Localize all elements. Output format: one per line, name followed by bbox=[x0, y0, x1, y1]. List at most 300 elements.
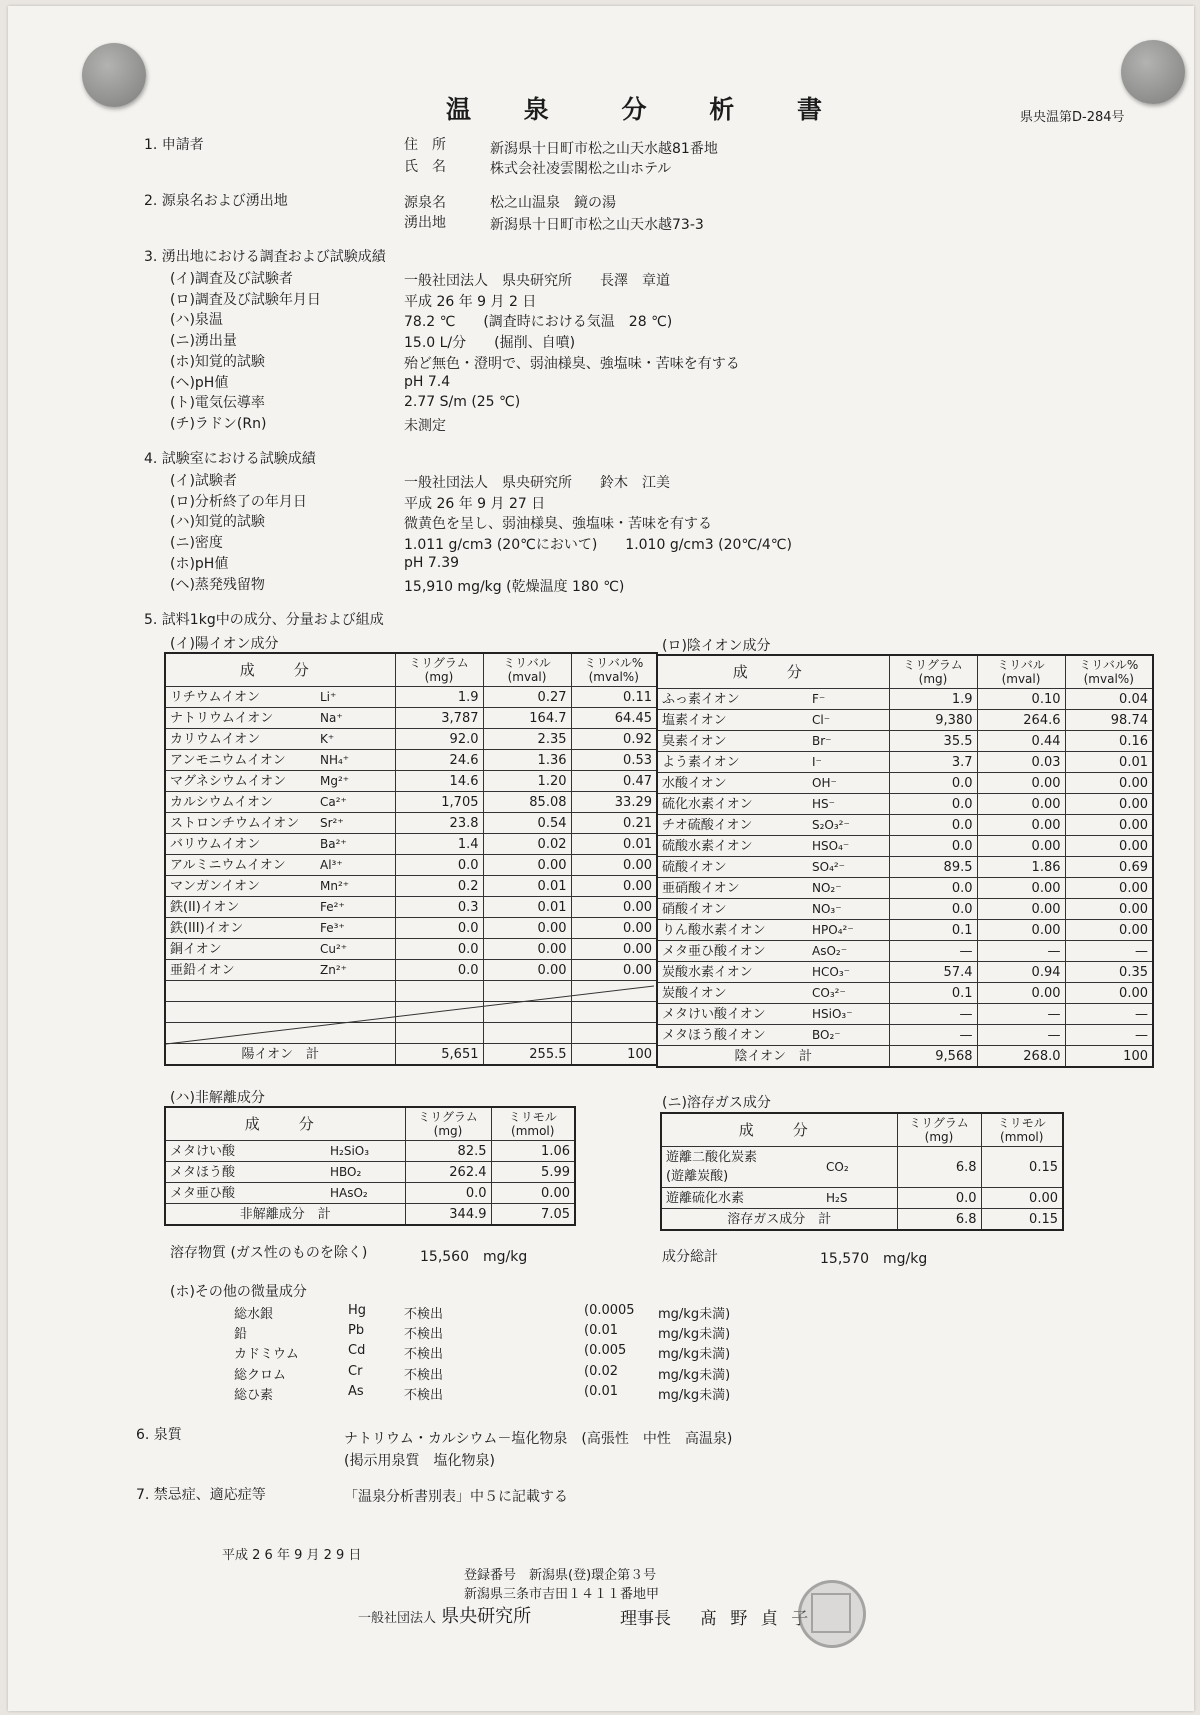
lab-address: 新潟県三条市吉田１４１１番地甲 bbox=[464, 1587, 660, 1602]
col-mmol-unit: (mmol) bbox=[511, 1124, 555, 1138]
trace-limit: (0.0005 bbox=[584, 1303, 635, 1318]
ion-mval-cell: 0.00 bbox=[977, 899, 1065, 920]
trace-name: カドミウム bbox=[234, 1347, 299, 1363]
ion-mval-cell: 0.02 bbox=[483, 834, 571, 855]
ion-name-cell bbox=[657, 878, 889, 899]
ion-mg-cell: 1.9 bbox=[395, 687, 483, 708]
trace-name: 総クロム bbox=[234, 1367, 287, 1383]
document-sheet bbox=[8, 6, 1194, 1711]
table-row bbox=[657, 962, 1153, 983]
component-symbol: CO₂ bbox=[826, 1159, 849, 1174]
component-name-wrap bbox=[666, 1189, 826, 1208]
location-value: 新潟県十日町市松之山天水越73-3 bbox=[490, 217, 704, 233]
ion-name-cell bbox=[165, 708, 395, 729]
ion-pct-cell: 0.00 bbox=[571, 897, 657, 918]
ion-pct-cell: 0.00 bbox=[1065, 920, 1153, 941]
col-mmol-header bbox=[491, 1107, 575, 1141]
trace-limit: (0.02 bbox=[584, 1363, 619, 1379]
ion-name: カリウムイオン bbox=[170, 731, 261, 747]
total-value: 15,570 mg/kg bbox=[820, 1251, 928, 1267]
table-row bbox=[657, 794, 1153, 815]
ion-mg-cell: 0.0 bbox=[889, 815, 977, 836]
ion-symbol: BO₂⁻ bbox=[812, 1027, 841, 1042]
col-pct-header bbox=[1065, 655, 1153, 689]
ion-name-cell bbox=[657, 773, 889, 794]
col-mval-unit: (mval) bbox=[1001, 672, 1041, 686]
col-mg-header bbox=[889, 655, 977, 689]
s4-row-label: (ヘ)蒸発残留物 bbox=[170, 576, 265, 593]
col-mval-label: ミリバル bbox=[503, 656, 551, 670]
ion-name-cell bbox=[165, 729, 395, 750]
ion-symbol: HSO₄⁻ bbox=[812, 838, 850, 853]
spring-quality: ナトリウム・カルシウム－塩化物泉 (高張性 中性 高温泉) bbox=[344, 1431, 733, 1447]
ion-mg-cell: — bbox=[889, 1004, 977, 1025]
table-row bbox=[165, 876, 657, 897]
s4-row-label: (ハ)知覚的試験 bbox=[170, 514, 265, 531]
ion-name-cell bbox=[657, 941, 889, 962]
ion-mg-cell: 0.0 bbox=[889, 878, 977, 899]
trace-result: 不検出 bbox=[404, 1327, 444, 1343]
ion-name: 炭酸イオン bbox=[662, 985, 727, 1001]
ion-pct-cell: — bbox=[1065, 1004, 1153, 1025]
ion-mval-cell: 0.27 bbox=[483, 687, 571, 708]
address-label: 住 所 bbox=[404, 137, 446, 153]
ion-name: ふっ素イオン bbox=[662, 691, 740, 707]
ion-pct-cell: 0.16 bbox=[1065, 731, 1153, 752]
section3-heading: 3. 湧出地における調査および試験成績 bbox=[144, 249, 386, 265]
ion-symbol: NH₄⁺ bbox=[320, 752, 350, 767]
ion-pct-cell: 0.21 bbox=[571, 813, 657, 834]
table-row bbox=[657, 857, 1153, 878]
ion-pct-cell: 0.69 bbox=[1065, 857, 1153, 878]
s3-row-label: (ヘ)pH値 bbox=[170, 374, 229, 391]
title-char: 分 bbox=[621, 95, 649, 124]
ion-mg-cell: 92.0 bbox=[395, 729, 483, 750]
s4-row-label: (ホ)pH値 bbox=[170, 555, 229, 572]
ion-pct-cell: 0.00 bbox=[1065, 899, 1153, 920]
component-name-wrap bbox=[666, 1148, 826, 1186]
section1-heading: 1. 申請者 bbox=[144, 137, 204, 153]
ion-mval-cell: 0.44 bbox=[977, 731, 1065, 752]
col-mg-header bbox=[897, 1113, 981, 1147]
ion-mg-cell: 1.9 bbox=[889, 689, 977, 710]
ion-pct-cell: 64.45 bbox=[571, 708, 657, 729]
ion-name-cell bbox=[657, 710, 889, 731]
ion-mval-cell: 0.00 bbox=[977, 920, 1065, 941]
s4-row-value: 15,910 mg/kg (乾燥温度 180 ℃) bbox=[404, 578, 625, 595]
ion-pct-cell: 0.04 bbox=[1065, 689, 1153, 710]
ion-name-cell bbox=[165, 834, 395, 855]
ion-mval-cell: 0.00 bbox=[483, 918, 571, 939]
table-row bbox=[657, 752, 1153, 773]
ion-pct-cell: 0.00 bbox=[571, 855, 657, 876]
ion-mval-cell: 0.00 bbox=[977, 983, 1065, 1004]
cation-empty-diagonal bbox=[164, 984, 656, 1046]
anion-total-mval: 268.0 bbox=[977, 1046, 1065, 1068]
table-row bbox=[165, 897, 657, 918]
col-mg-unit: (mg) bbox=[433, 1124, 463, 1138]
table-row bbox=[165, 1162, 575, 1183]
nonion-total-mg: 344.9 bbox=[405, 1204, 491, 1226]
ion-symbol: I⁻ bbox=[812, 754, 822, 769]
ion-symbol: Cu²⁺ bbox=[320, 941, 348, 956]
s4-row-value: 一般社団法人 県央研究所 鈴木 江美 bbox=[404, 475, 670, 491]
ion-name: 硫酸水素イオン bbox=[662, 838, 753, 854]
component-name: 遊離硫化水素 bbox=[666, 1190, 745, 1206]
ion-mg-cell: 0.1 bbox=[889, 983, 977, 1004]
ion-name-cell bbox=[657, 1025, 889, 1046]
ion-mval-cell: 0.01 bbox=[483, 897, 571, 918]
col-pct-label: ミリバル% bbox=[584, 656, 644, 670]
nonion-total-mmol: 7.05 bbox=[491, 1204, 575, 1226]
col-name-header: 成 分 bbox=[661, 1113, 897, 1147]
component-symbol: H₂S bbox=[826, 1190, 848, 1205]
table-row bbox=[165, 687, 657, 708]
name-value: 株式会社凌雲閣松之山ホテル bbox=[490, 161, 672, 177]
registration-number: 登録番号 新潟県(登)環企第３号 bbox=[464, 1568, 657, 1583]
name-label: 氏 名 bbox=[404, 159, 446, 175]
ion-mval-cell: 1.20 bbox=[483, 771, 571, 792]
col-mval-header bbox=[977, 655, 1065, 689]
cation-total-pct: 100 bbox=[571, 1044, 657, 1066]
ion-mg-cell: 24.6 bbox=[395, 750, 483, 771]
ion-symbol: Br⁻ bbox=[812, 733, 832, 748]
nonion-total-label: 非解離成分 計 bbox=[165, 1204, 405, 1226]
ion-mval-cell: — bbox=[977, 941, 1065, 962]
table-row bbox=[657, 920, 1153, 941]
trace-sym: Hg bbox=[348, 1303, 367, 1318]
component-name: メタ亜ひ酸 bbox=[170, 1185, 236, 1201]
ion-name: 硝酸イオン bbox=[662, 901, 727, 917]
dissolved-label: 溶存物質 (ガス性のものを除く) bbox=[170, 1245, 368, 1261]
ion-name-cell bbox=[657, 836, 889, 857]
component-name: メタほう酸 bbox=[170, 1164, 236, 1180]
ion-name: ナトリウムイオン bbox=[170, 710, 274, 726]
ion-mval-cell: 0.94 bbox=[977, 962, 1065, 983]
ion-name-cell bbox=[165, 813, 395, 834]
ion-mval-cell: 0.00 bbox=[977, 878, 1065, 899]
ion-name: マンガンイオン bbox=[170, 878, 260, 894]
component-symbol: H₂SiO₃ bbox=[330, 1143, 370, 1158]
ion-symbol: F⁻ bbox=[812, 691, 826, 706]
trace-name: 鉛 bbox=[234, 1327, 248, 1343]
table-row bbox=[657, 773, 1153, 794]
ion-name: アンモニウムイオン bbox=[170, 752, 286, 768]
anion-total-row bbox=[657, 1046, 1153, 1068]
title-char: 書 bbox=[796, 95, 824, 124]
s4-row-label: (ロ)分析終了の年月日 bbox=[170, 493, 307, 510]
s3-row-value: 殆ど無色・澄明で、弱油様臭、強塩味・苦味を有する bbox=[404, 355, 740, 372]
ion-mval-cell: 0.10 bbox=[977, 689, 1065, 710]
ion-pct-cell: 0.00 bbox=[1065, 815, 1153, 836]
ion-pct-cell: 33.29 bbox=[571, 792, 657, 813]
magnet-left-icon bbox=[82, 43, 146, 107]
ion-name: アルミニウムイオン bbox=[170, 857, 286, 873]
table-row bbox=[165, 1141, 575, 1162]
ion-symbol: Mg²⁺ bbox=[320, 773, 350, 788]
cation-caption: (イ)陽イオン成分 bbox=[170, 636, 279, 652]
table-row bbox=[657, 941, 1153, 962]
ion-name-cell bbox=[657, 899, 889, 920]
ion-mval-cell: 0.00 bbox=[483, 855, 571, 876]
total-label: 成分総計 bbox=[662, 1249, 718, 1265]
issue-date: 平成 2 6 年 9 月 2 9 日 bbox=[222, 1548, 362, 1563]
component-mg-cell: 262.4 bbox=[405, 1162, 491, 1183]
ion-pct-cell: 0.00 bbox=[1065, 794, 1153, 815]
ion-name: 鉄(III)イオン bbox=[170, 920, 244, 936]
s3-row-value: 2.77 S/m (25 ℃) bbox=[404, 394, 521, 411]
ion-mval-cell: — bbox=[977, 1025, 1065, 1046]
ion-name: 亜鉛イオン bbox=[170, 962, 235, 978]
indications-value: 「温泉分析書別表」中５に記載する bbox=[344, 1489, 568, 1505]
section6-heading: 6. 泉質 bbox=[136, 1427, 182, 1443]
s3-row-label: (ニ)湧出量 bbox=[170, 333, 237, 350]
official-seal-icon bbox=[798, 1580, 866, 1648]
ion-symbol: Fe²⁺ bbox=[320, 899, 345, 914]
ion-name: メタ亜ひ酸イオン bbox=[662, 943, 766, 959]
table-row bbox=[165, 834, 657, 855]
ion-name-cell bbox=[165, 792, 395, 813]
ion-name: 臭素イオン bbox=[662, 733, 727, 749]
col-pct-label: ミリバル% bbox=[1079, 658, 1139, 672]
ion-mg-cell: 35.5 bbox=[889, 731, 977, 752]
ion-symbol: AsO₂⁻ bbox=[812, 943, 848, 958]
table-row bbox=[165, 918, 657, 939]
ion-mval-cell: 1.36 bbox=[483, 750, 571, 771]
ion-pct-cell: 0.00 bbox=[1065, 836, 1153, 857]
ion-mg-cell: 0.0 bbox=[889, 899, 977, 920]
ion-pct-cell: 0.53 bbox=[571, 750, 657, 771]
ion-mval-cell: 85.08 bbox=[483, 792, 571, 813]
ion-name-cell bbox=[657, 962, 889, 983]
section4-heading: 4. 試験室における試験成績 bbox=[144, 451, 316, 467]
trace-result: 不検出 bbox=[404, 1307, 444, 1322]
component-name-cell bbox=[165, 1141, 405, 1162]
ion-name: 炭酸水素イオン bbox=[662, 964, 753, 980]
ion-mval-cell: 0.00 bbox=[977, 794, 1065, 815]
gas-header-row bbox=[661, 1113, 1063, 1147]
anion-caption: (ロ)陰イオン成分 bbox=[662, 638, 771, 654]
ion-pct-cell: 0.11 bbox=[571, 687, 657, 708]
gas-total-row bbox=[661, 1209, 1063, 1231]
ion-mval-cell: 0.03 bbox=[977, 752, 1065, 773]
trace-result: 不検出 bbox=[404, 1347, 444, 1363]
col-mg-header bbox=[395, 653, 483, 687]
ion-mg-cell: 0.0 bbox=[889, 794, 977, 815]
title-char: 温 bbox=[446, 95, 474, 124]
ion-mval-cell: 1.86 bbox=[977, 857, 1065, 878]
ion-mg-cell: 3.7 bbox=[889, 752, 977, 773]
ion-symbol: S₂O₃²⁻ bbox=[812, 817, 850, 832]
component-name-cell bbox=[661, 1188, 897, 1209]
nonion-table bbox=[164, 1106, 576, 1226]
ion-mval-cell: 0.00 bbox=[977, 815, 1065, 836]
ion-name: リチウムイオン bbox=[170, 689, 260, 705]
col-mg-label: ミリグラム bbox=[418, 1110, 478, 1124]
ion-pct-cell: 0.47 bbox=[571, 771, 657, 792]
component-mg-cell: 0.0 bbox=[405, 1183, 491, 1204]
ion-mg-cell: 23.8 bbox=[395, 813, 483, 834]
cation-header-row bbox=[165, 653, 657, 687]
ion-pct-cell: 0.00 bbox=[571, 876, 657, 897]
trace-unit: mg/kg未満) bbox=[658, 1327, 731, 1343]
s3-row-value: pH 7.4 bbox=[404, 373, 451, 390]
component-mmol-cell: 1.06 bbox=[491, 1141, 575, 1162]
col-mg-unit: (mg) bbox=[424, 670, 454, 684]
ion-name-cell bbox=[165, 918, 395, 939]
ion-symbol: Al³⁺ bbox=[320, 857, 343, 872]
anion-total-mg: 9,568 bbox=[889, 1046, 977, 1068]
title-char: 析 bbox=[709, 95, 737, 124]
ion-mg-cell: 0.0 bbox=[889, 773, 977, 794]
table-row bbox=[165, 792, 657, 813]
ion-symbol: HCO₃⁻ bbox=[812, 964, 850, 979]
anion-total-pct: 100 bbox=[1065, 1046, 1153, 1068]
s3-row-label: (チ)ラドン(Rn) bbox=[170, 415, 267, 432]
ion-mval-cell: 0.00 bbox=[483, 939, 571, 960]
ion-mg-cell: 0.0 bbox=[395, 960, 483, 981]
ion-pct-cell: 0.01 bbox=[571, 834, 657, 855]
s3-row-value: 未測定 bbox=[404, 417, 446, 434]
ion-mg-cell: 89.5 bbox=[889, 857, 977, 878]
trace-limit: (0.01 bbox=[584, 1323, 619, 1339]
trace-name: 総ひ素 bbox=[234, 1387, 274, 1403]
ion-pct-cell: — bbox=[1065, 1025, 1153, 1046]
anion-table bbox=[656, 654, 1154, 1068]
ion-name-cell bbox=[657, 752, 889, 773]
table-row bbox=[657, 878, 1153, 899]
ion-name-cell bbox=[657, 689, 889, 710]
component-name-wrap bbox=[170, 1163, 330, 1182]
table-row bbox=[165, 960, 657, 981]
ion-mg-cell: 3,787 bbox=[395, 708, 483, 729]
table-row bbox=[165, 855, 657, 876]
gas-total-mmol: 0.15 bbox=[981, 1209, 1063, 1231]
table-row bbox=[657, 815, 1153, 836]
nonion-caption: (ハ)非解離成分 bbox=[170, 1090, 265, 1106]
table-row bbox=[657, 689, 1153, 710]
spring-quality-display: (掲示用泉質 塩化物泉) bbox=[344, 1453, 495, 1469]
cation-total-row bbox=[165, 1044, 657, 1066]
location-label: 湧出地 bbox=[404, 215, 446, 231]
source-value: 松之山温泉 鏡の湯 bbox=[490, 195, 616, 211]
ion-symbol: SO₄²⁻ bbox=[812, 859, 846, 874]
component-mmol-cell: 5.99 bbox=[491, 1162, 575, 1183]
ion-mval-cell: 0.00 bbox=[977, 773, 1065, 794]
ion-mg-cell: 0.1 bbox=[889, 920, 977, 941]
ion-mval-cell: — bbox=[977, 1004, 1065, 1025]
s4-row-value: 平成 26 年 9 月 27 日 bbox=[404, 495, 546, 512]
signatory-title: 理事長 bbox=[620, 1609, 671, 1629]
gas-table bbox=[660, 1112, 1064, 1231]
ion-symbol: Mn²⁺ bbox=[320, 878, 350, 893]
ion-pct-cell: 0.00 bbox=[1065, 773, 1153, 794]
ion-pct-cell: 0.00 bbox=[571, 939, 657, 960]
ion-name-cell bbox=[165, 897, 395, 918]
section7-heading: 7. 禁忌症、適応症等 bbox=[136, 1487, 266, 1503]
ion-mg-cell: 0.2 bbox=[395, 876, 483, 897]
ion-pct-cell: 98.74 bbox=[1065, 710, 1153, 731]
trace-name: 総水銀 bbox=[234, 1307, 274, 1322]
ion-pct-cell: — bbox=[1065, 941, 1153, 962]
ion-symbol: Fe³⁺ bbox=[320, 920, 345, 935]
ion-name: バリウムイオン bbox=[170, 836, 261, 852]
ion-pct-cell: 0.00 bbox=[1065, 983, 1153, 1004]
ion-mval-cell: 0.54 bbox=[483, 813, 571, 834]
ion-name-cell bbox=[165, 855, 395, 876]
component-name: 遊離二酸化炭素 bbox=[666, 1150, 758, 1165]
ion-pct-cell: 0.00 bbox=[1065, 878, 1153, 899]
ion-name: 銅イオン bbox=[170, 941, 222, 957]
table-row bbox=[657, 1025, 1153, 1046]
component-mmol-cell: 0.00 bbox=[491, 1183, 575, 1204]
organization-type: 一般社団法人 bbox=[358, 1611, 437, 1626]
trace-sym: Cr bbox=[348, 1363, 363, 1379]
ion-name: りん酸水素イオン bbox=[662, 922, 766, 938]
ion-name: ストロンチウムイオン bbox=[170, 815, 300, 831]
col-mval-header bbox=[483, 653, 571, 687]
ion-mval-cell: 164.7 bbox=[483, 708, 571, 729]
s3-row-label: (ト)電気伝導率 bbox=[170, 395, 265, 412]
s3-row-label: (ハ)泉温 bbox=[170, 312, 223, 329]
ion-pct-cell: 0.00 bbox=[571, 960, 657, 981]
ion-pct-cell: 0.00 bbox=[571, 918, 657, 939]
ion-pct-cell: 0.01 bbox=[1065, 752, 1153, 773]
s3-row-label: (イ)調査及び試験者 bbox=[170, 271, 293, 287]
ion-name-cell bbox=[657, 794, 889, 815]
trace-caption: (ホ)その他の微量成分 bbox=[170, 1284, 307, 1300]
ion-name: マグネシウムイオン bbox=[170, 773, 287, 789]
table-row bbox=[165, 813, 657, 834]
ion-mg-cell: 0.0 bbox=[395, 939, 483, 960]
s3-row-value: 15.0 L/分 (掘削、自噴) bbox=[404, 335, 576, 352]
table-row bbox=[165, 939, 657, 960]
cation-total-mg: 5,651 bbox=[395, 1044, 483, 1066]
ion-pct-cell: 0.92 bbox=[571, 729, 657, 750]
ion-mval-cell: 264.6 bbox=[977, 710, 1065, 731]
col-name-header: 成 分 bbox=[657, 655, 889, 689]
trace-sym: As bbox=[348, 1383, 364, 1399]
table-row bbox=[165, 708, 657, 729]
component-mg-cell: 0.0 bbox=[897, 1188, 981, 1209]
col-mval-unit: (mval) bbox=[507, 670, 547, 684]
col-name-header: 成 分 bbox=[165, 653, 395, 687]
ion-mg-cell: 1.4 bbox=[395, 834, 483, 855]
ion-mval-cell: 0.00 bbox=[483, 960, 571, 981]
ion-mval-cell: 0.01 bbox=[483, 876, 571, 897]
s4-row-value: 微黄色を呈し、弱油様臭、強塩味・苦味を有する bbox=[404, 516, 712, 533]
dissolved-value: 15,560 mg/kg bbox=[420, 1249, 528, 1265]
gas-total-mg: 6.8 bbox=[897, 1209, 981, 1231]
table-row bbox=[657, 710, 1153, 731]
ion-name-cell bbox=[165, 687, 395, 708]
nonion-total-row bbox=[165, 1204, 575, 1226]
ion-name: 鉄(II)イオン bbox=[170, 899, 240, 915]
ion-symbol: HS⁻ bbox=[812, 796, 835, 811]
anion-header-row bbox=[657, 655, 1153, 689]
section5-heading: 5. 試料1kg中の成分、分量および組成 bbox=[144, 612, 384, 628]
component-mmol-cell: 0.15 bbox=[981, 1147, 1063, 1188]
trace-result: 不検出 bbox=[404, 1387, 444, 1403]
section2-heading: 2. 源泉名および湧出地 bbox=[144, 193, 288, 209]
ion-name: 塩素イオン bbox=[662, 712, 727, 728]
s4-row-value: pH 7.39 bbox=[404, 554, 460, 571]
col-mg-label: ミリグラム bbox=[409, 656, 469, 670]
component-symbol: HBO₂ bbox=[330, 1164, 362, 1179]
table-row bbox=[661, 1147, 1063, 1188]
ion-name-cell bbox=[165, 771, 395, 792]
ion-mg-cell: 9,380 bbox=[889, 710, 977, 731]
